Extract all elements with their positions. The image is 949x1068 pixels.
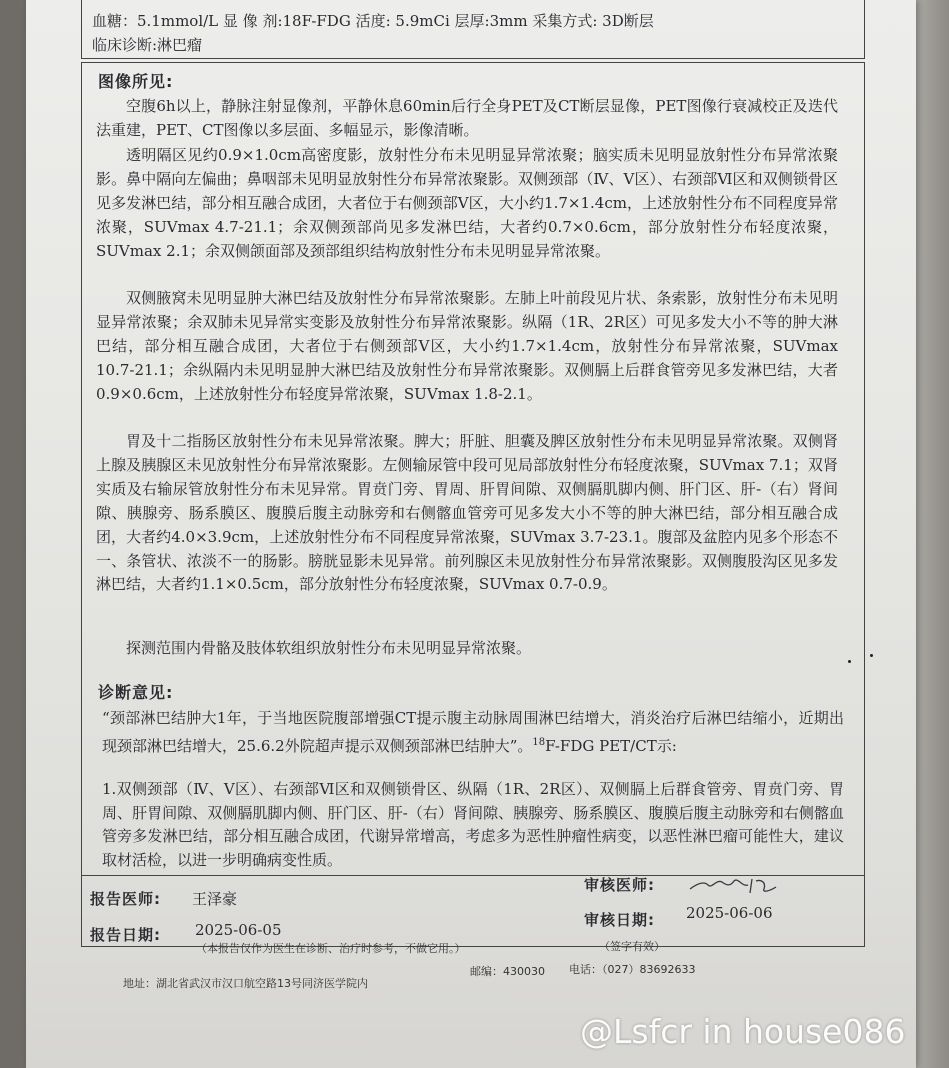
findings-paragraph: 双侧腋窝未见明显肿大淋巴结及放射性分布异常浓聚影。左肺上叶前段见片状、条索影，放射性分布未见明显异常浓聚；余双肺未见异常实变影及放射性分布异常浓聚影。纵隔（1R、2R区）可见多发大小不等的肿大淋巴结，部分相互融合成团，大者位于右侧颈部Ⅴ区，大小约1.7×1.4cm，放射性分布异常浓聚，SUVmax 10.7-21.1；余纵隔内未见明显肿大淋巴结及放射性分布异常浓聚影。双侧膈上后群食管旁见多发淋巴结，大者0.9×0.6cm，上述放射性分布轻度异常浓聚，SUVmax 1.8-2.1。 [96,289,838,403]
report-sheet [26,0,916,1068]
header-box [81,0,865,59]
findings-paragraph: 空腹6h以上，静脉注射显像剂，平静休息60min后行全身PET及CT断层显像，PET图像行衰减校正及迭代法重建，PET、CT图像以多层面、多幅显示，影像清晰。 [96,97,838,139]
phone-number: 电话：（027）83692633 [569,963,696,976]
reviewer-signature [686,873,796,899]
report-doctor-name: 王泽豪 [192,890,238,908]
review-date-label: 审核日期: [584,911,655,929]
findings-paragraph: 透明隔区见约0.9×1.0cm高密度影，放射性分布未见明显异常浓聚；脑实质未见明显放射性分布异常浓聚影。鼻中隔向左偏曲；鼻咽部未见明显放射性分布异常浓聚影。双侧颈部（Ⅳ、Ⅴ区）、右颈部Ⅵ区和双侧锁骨区见多发淋巴结，部分相互融合成团，大者位于右侧颈部Ⅴ区，大小约1.7×1.4cm，上述放射性分布不同程度异常浓聚，SUVmax 4.7-21.1；余双侧颈部尚见多发淋巴结，大者约0.7×0.6cm，部分放射性分布轻度浓聚，SUVmax 2.1；余双侧颌面部及颈部组织结构放射性分布未见明显异常浓聚。 [96,146,838,260]
report-date-label: 报告日期: [90,926,161,944]
postcode: 邮编：430030 [470,965,545,978]
review-doctor-label: 审核医师: [584,876,655,894]
tracer-superscript: 18 [532,736,546,748]
acquisition-info: 血糖：5.1mmol/L 显 像 剂:18F-FDG 活度: 5.9mCi 层厚:3mm 采集方式: 3D断层 [92,12,654,30]
hospital-address: 地址：湖北省武汉市汉口航空路13号同济医学院内 [123,977,368,990]
watermark-text: @Lsfcr in house086 [580,1012,906,1051]
findings-box [81,62,865,876]
signature-valid-note: （签字有效） [599,940,665,953]
diagnosis-conclusion: 1.双侧颈部（Ⅳ、Ⅴ区）、右颈部Ⅵ区和双侧锁骨区、纵隔（1R、2R区）、双侧膈上后群食管旁、胃贲门旁、胃周、肝胃间隙、双侧膈肌脚内侧、肝门区、肝-（右）肾间隙、胰腺旁、肠系膜区、腹膜后腹主动脉旁和右侧髂血管旁多发淋巴结，部分相互融合成团，代谢异常增高，考虑多为恶性肿瘤性病变，以恶性淋巴瘤可能性大，建议取材活检，以进一步明确病变性质。 [102,780,844,869]
findings-title: 图像所见: [98,72,174,91]
report-doctor-label: 报告医师: [90,890,161,908]
review-date: 2025-06-06 [686,904,773,922]
findings-paragraph: 探测范围内骨骼及肢体软组织放射性分布未见明显异常浓聚。 [126,639,532,657]
paper-speck [848,660,851,663]
diagnosis-title: 诊断意见: [98,683,174,702]
diagnosis-intro: “颈部淋巴结肿大1年，于当地医院腹部增强CT提示腹主动脉周围淋巴结增大，消炎治疗后淋巴结缩小，近期出现颈部淋巴结增大，25.6.2外院超声提示双侧颈部淋巴结肿大”。$^{18}$F-FDG PET/CT示: [102,709,844,755]
findings-paragraph: 胃及十二指肠区放射性分布未见异常浓聚。脾大；肝脏、胆囊及脾区放射性分布未见明显异常浓聚。双侧肾上腺及胰腺区未见放射性分布异常浓聚影。左侧输尿管中段可见局部放射性分布轻度浓聚，SUVmax 7.1；双肾实质及右输尿管放射性分布未见异常。胃贲门旁、胃周、肝胃间隙、双侧膈肌脚内侧、肝门区、肝-（右）肾间隙、胰腺旁、肠系膜区、腹膜后腹主动脉旁和右侧髂血管旁可见多发大小不等的肿大淋巴结，部分相互融合成团，大者约4.0×3.9cm，上述放射性分布不同程度异常浓聚，SUVmax 3.7-23.1。腹部及盆腔内见多个形态不一、条管状、浓淡不一的肠影。膀胱显影未见异常。前列腺区未见放射性分布异常浓聚影。双侧腹股沟区见多发淋巴结，大者约1.1×0.5cm，部分放射性分布轻度浓聚，SUVmax 0.7-0.9。 [96,432,838,594]
disclaimer-note: （本报告仅作为医生在诊断、治疗时参考，不做它用。） [196,942,466,955]
paper-speck [870,654,873,657]
report-date: 2025-06-05 [195,921,282,939]
clinical-diagnosis: 临床诊断:淋巴瘤 [92,36,203,54]
